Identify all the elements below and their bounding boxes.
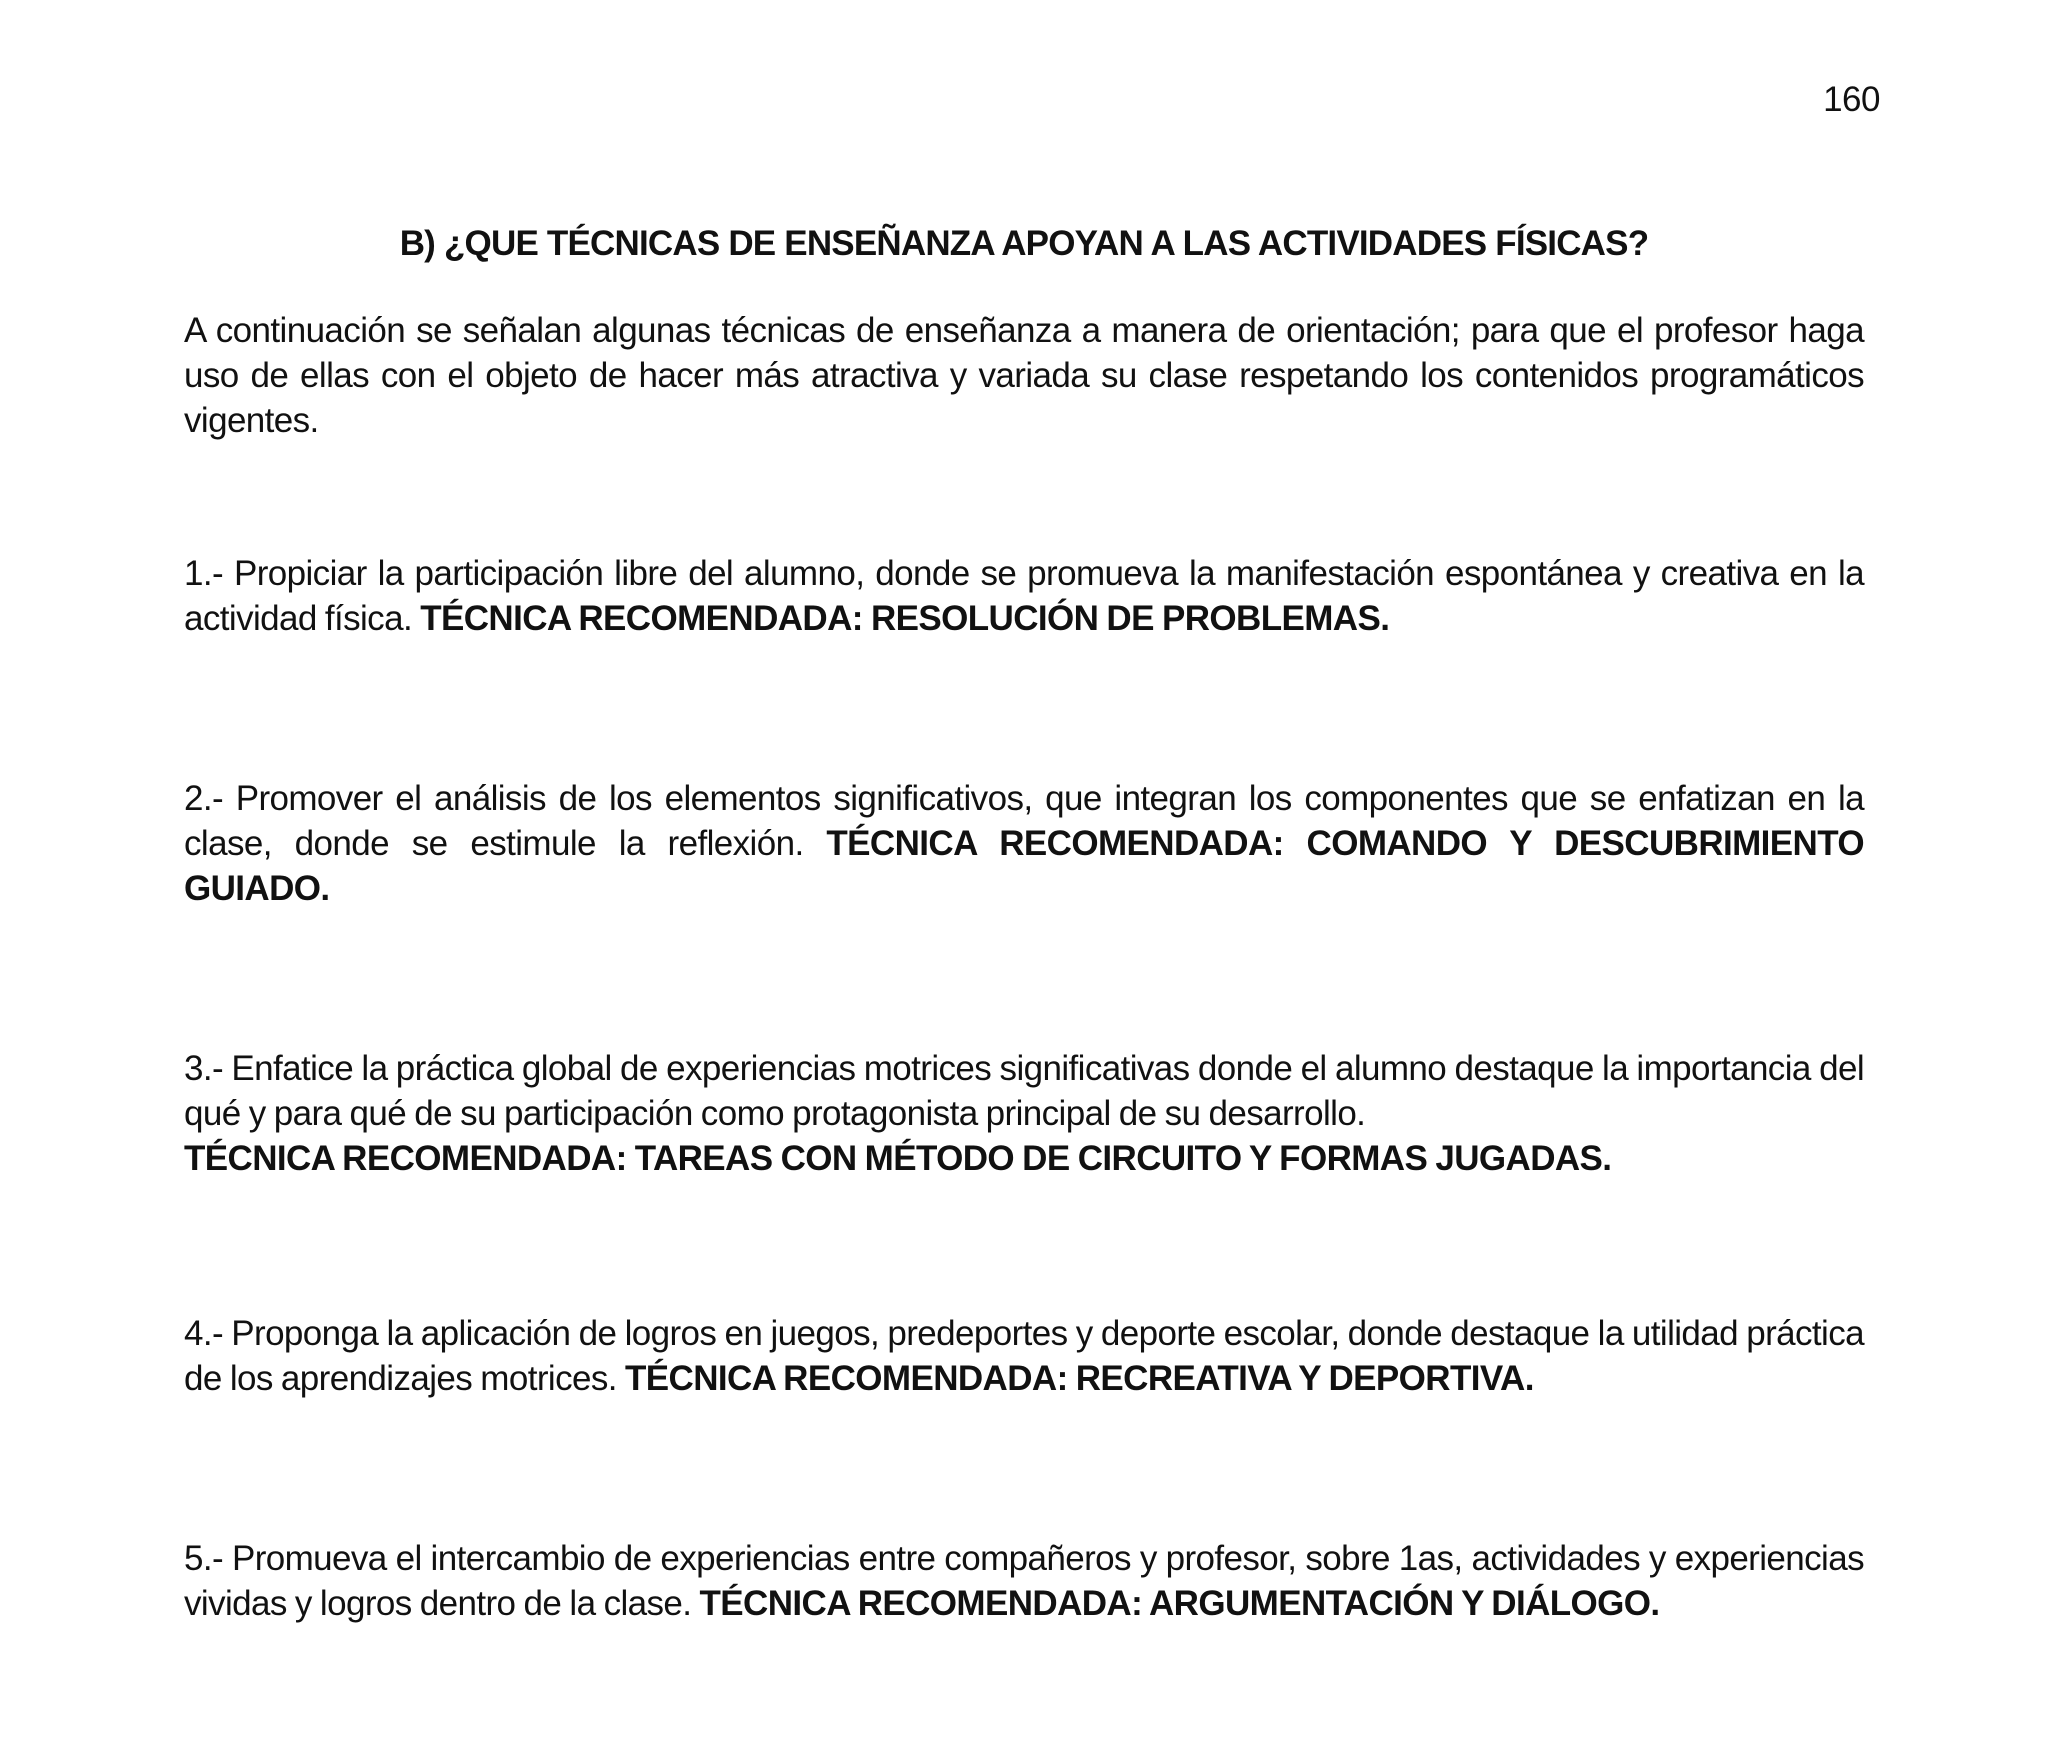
- recommended-technique: TÉCNICA RECOMENDADA: COMANDO Y DESCUBRIMIENTO GUIADO.: [184, 824, 1864, 908]
- document-body: [184, 222, 1864, 1761]
- recommended-technique: TÉCNICA RECOMENDADA: TAREAS CON MÉTODO DE CIRCUITO Y FORMAS JUGADAS.: [184, 1139, 1612, 1178]
- list-item-3: [184, 1046, 1864, 1181]
- item-text: 3.- Enfatice la práctica global de experiencias motrices significativas donde el alumno destaque la importancia del qué y para qué de su participación como protagonista principal de su desarrollo.: [184, 1049, 1864, 1133]
- list-item-1: [184, 551, 1864, 641]
- recommended-technique: TÉCNICA RECOMENDADA: RESOLUCIÓN DE PROBLEMAS.: [420, 599, 1390, 638]
- section-title: B) ¿QUE TÉCNICAS DE ENSEÑANZA APOYAN A LAS ACTIVIDADES FÍSICAS?: [399, 224, 1649, 263]
- intro-paragraph: A continuación se señalan algunas técnicas de enseñanza a manera de orientación; para que el profesor haga uso de ellas con el objeto de hacer más atractiva y variada su clase respetando los contenidos programáticos vigentes.: [184, 311, 1864, 440]
- item-text: 5.- Promueva el intercambio de experiencias entre compañeros y profesor, sobre 1as, actividades y experiencias vividas y logros dentro de la clase.: [184, 1539, 1864, 1623]
- recommended-technique: TÉCNICA RECOMENDADA: RECREATIVA Y DEPORTIVA.: [625, 1359, 1534, 1398]
- item-text: 4.- Proponga la aplicación de logros en juegos, predeportes y deporte escolar, donde destaque la utilidad práctica de los aprendizajes motrices.: [184, 1314, 1864, 1398]
- list-item-5: [184, 1536, 1864, 1626]
- list-item-2: [184, 776, 1864, 911]
- item-text: 2.- Promover el análisis de los elementos significativos, que integran los componentes que se enfatizan en la clase, donde se estimule la reflexión.: [184, 779, 1864, 863]
- recommended-technique: TÉCNICA RECOMENDADA: ARGUMENTACIÓN Y DIÁLOGO.: [699, 1584, 1660, 1623]
- page-number: 160: [1823, 80, 1880, 119]
- list-item-4: [184, 1311, 1864, 1401]
- item-text: 1.- Propiciar la participación libre del alumno, donde se promueva la manifestación espontánea y creativa en la actividad física.: [184, 554, 1864, 638]
